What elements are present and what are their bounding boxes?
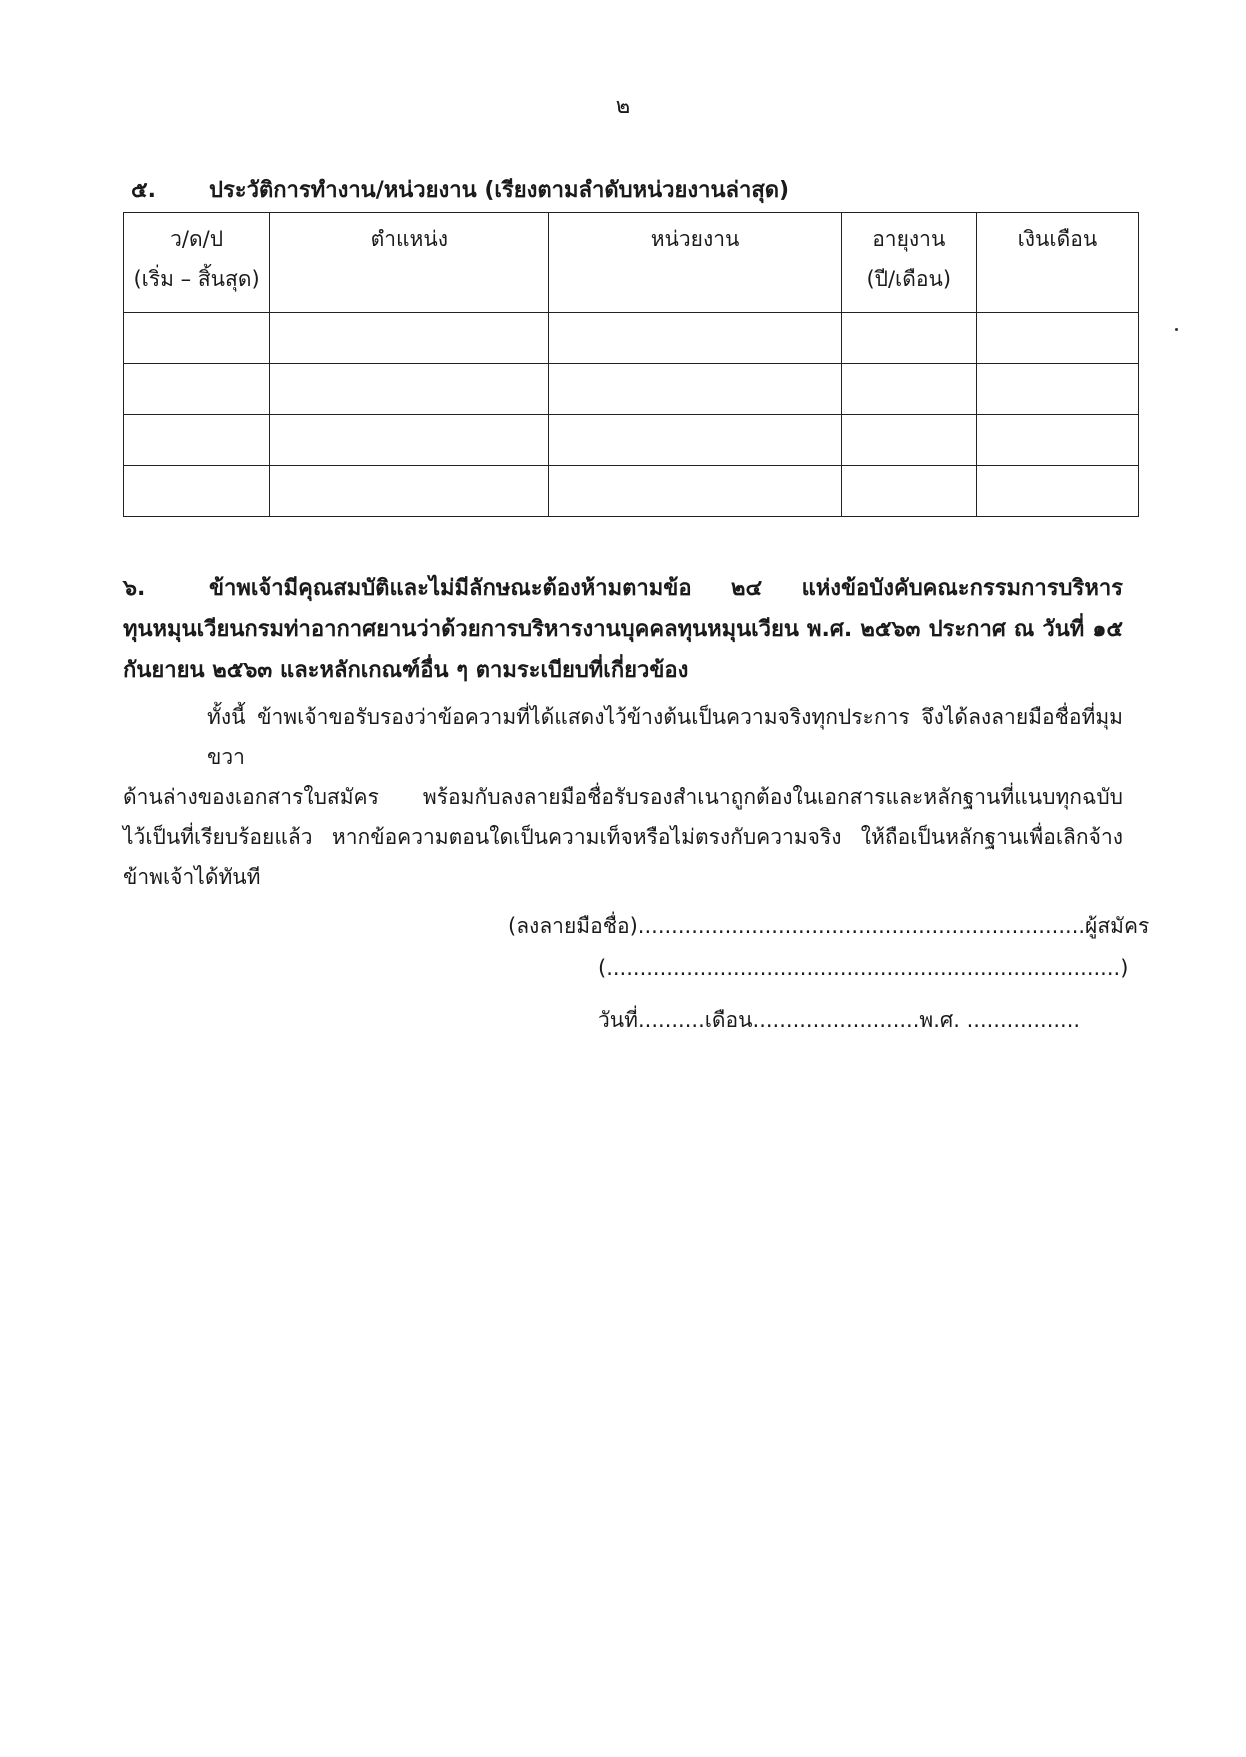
header-tenure [841, 213, 976, 313]
table-cell[interactable] [270, 466, 549, 517]
declaration-line1: ทั้งนี้ ข้าพเจ้าขอรับรองว่าข้อความที่ได้แสดงไว้ข้างต้นเป็นความจริงทุกประการ จึงได้ลงลายมือชื่อที่มุมขวา [207, 705, 1123, 769]
table-cell[interactable] [841, 415, 976, 466]
header-position-line1: ตำแหน่ง [370, 227, 448, 251]
section6-line2: ทุนหมุนเวียนกรมท่าอากาศยานว่าด้วยการบริหารงานบุคคลทุนหมุนเวียน พ.ศ. ๒๕๖๓ ประกาศ ณ วันที่ ๑๕ [123, 617, 1123, 642]
table-cell[interactable] [841, 364, 976, 415]
table-cell[interactable] [124, 415, 270, 466]
printed-name-line[interactable]: (.............................................................................) [598, 956, 1129, 980]
declaration-line2: ด้านล่างของเอกสารใบสมัคร พร้อมกับลงลายมือชื่อรับรองสำเนาถูกต้องในเอกสารและหลักฐานที่แนบทุกฉบับ [123, 785, 1123, 809]
table-cell[interactable] [549, 415, 841, 466]
table-cell[interactable] [841, 466, 976, 517]
table-cell[interactable] [549, 313, 841, 364]
header-tenure-line1: อายุงาน [872, 227, 946, 251]
table-row [124, 415, 1139, 466]
section6-number: ๖. [123, 576, 146, 601]
section6-line1: ข้าพเจ้ามีคุณสมบัติและไม่มีลักษณะต้องห้ามตามข้อ ๒๔ แห่งข้อบังคับคณะกรรมการบริหาร [209, 576, 1123, 601]
section5-number: ๕. [131, 178, 157, 203]
table-cell[interactable] [976, 466, 1138, 517]
work-history-table [123, 212, 1139, 517]
declaration-line3: ไว้เป็นที่เรียบร้อยแล้ว หากข้อความตอนใดเป็นความเท็จหรือไม่ตรงกับความจริง ให้ถือเป็นหลักฐานเพื่อเลิกจ้าง [123, 825, 1123, 849]
table-row [124, 313, 1139, 364]
header-salary-line1: เงินเดือน [1017, 227, 1098, 251]
header-tenure-line2: (ปี/เดือน) [866, 267, 952, 291]
table-row [124, 466, 1139, 517]
header-date-line1: ว/ด/ป [170, 227, 224, 251]
table-cell[interactable] [976, 415, 1138, 466]
header-date [124, 213, 270, 313]
header-position [270, 213, 549, 313]
scan-speck [1175, 328, 1178, 331]
signature-line[interactable]: (ลงลายมือชื่อ)...................................................................ผู้สมัคร [508, 914, 1150, 938]
header-salary [976, 213, 1138, 313]
declaration-line4: ข้าพเจ้าได้ทันที [123, 865, 261, 889]
table-row [124, 364, 1139, 415]
table-cell[interactable] [270, 313, 549, 364]
header-organization-line1: หน่วยงาน [650, 227, 740, 251]
section6-line1-wrap [123, 568, 1123, 609]
table-cell[interactable] [976, 313, 1138, 364]
header-organization [549, 213, 841, 313]
table-cell[interactable] [549, 466, 841, 517]
page-number: ๒ [615, 94, 631, 119]
section6-line3: กันยายน ๒๕๖๓ และหลักเกณฑ์อื่น ๆ ตามระเบียบที่เกี่ยวข้อง [123, 658, 689, 683]
date-line[interactable]: วันที่..........เดือน.........................พ.ศ. ................. [598, 1008, 1081, 1032]
declaration-paragraph [123, 697, 1123, 897]
section5-heading [131, 172, 789, 207]
table-cell[interactable] [549, 364, 841, 415]
section5-title: ประวัติการทำงาน/หน่วยงาน (เรียงตามลำดับหน่วยงานล่าสุด) [209, 178, 790, 203]
table-cell[interactable] [124, 313, 270, 364]
table-cell[interactable] [270, 364, 549, 415]
table-cell[interactable] [841, 313, 976, 364]
section6-paragraph [123, 568, 1123, 691]
table-header-row [124, 213, 1139, 313]
table-cell[interactable] [124, 466, 270, 517]
table-cell[interactable] [270, 415, 549, 466]
header-date-line2: (เริ่ม – สิ้นสุด) [133, 267, 260, 291]
table-cell[interactable] [976, 364, 1138, 415]
table-cell[interactable] [124, 364, 270, 415]
